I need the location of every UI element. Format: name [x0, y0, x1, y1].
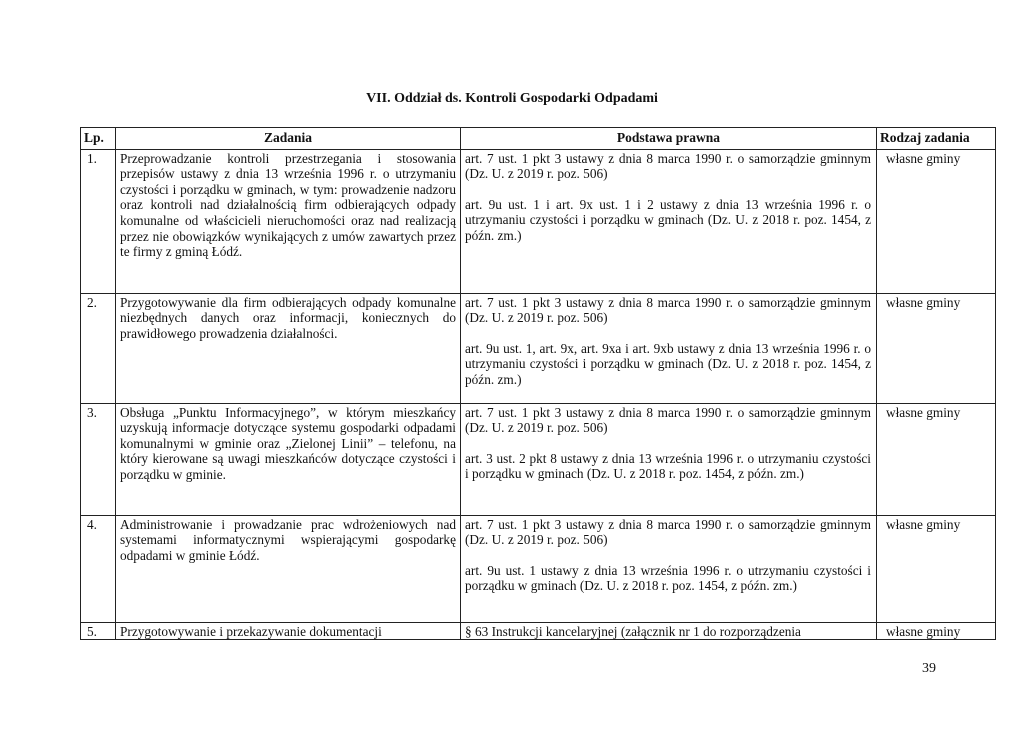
legal-basis [461, 515, 877, 622]
legal-basis-paragraph: art. 3 ust. 2 pkt 8 ustawy z dnia 13 września 1996 r. o utrzymaniu czystości i porządku w gminach (Dz. U. z 2018 r. poz. 1454, z późn. zm.) [465, 450, 871, 482]
task-kind: własne gminy [877, 622, 996, 640]
legal-basis-paragraph: art. 9u ust. 1 i art. 9x ust. 1 i 2 ustawy z dnia 13 września 1996 r. o utrzymaniu czystości i porządku w gminach (Dz. U. z 2018 r. poz. 1454, z późn. zm.) [465, 196, 871, 243]
header-task-kind: Rodzaj zadania [877, 128, 996, 150]
task-kind: własne gminy [877, 515, 996, 622]
tasks-table [80, 127, 996, 640]
table-row [81, 515, 996, 622]
task-description: Obsługa „Punktu Informacyjnego”, w którym mieszkańcy uzyskują informacje dotyczące systemu gospodarki odpadami komunalnymi w gminie oraz „Zielonej Linii” – telefonu, na który kierowane są uwagi mieszkańców dotyczące czystości i porządku w gminie. [116, 403, 461, 515]
legal-basis [461, 293, 877, 403]
legal-basis-paragraph: art. 7 ust. 1 pkt 3 ustawy z dnia 8 marca 1990 r. o samorządzie gminnym (Dz. U. z 2019 r. poz. 506) [465, 150, 871, 182]
header-lp: Lp. [81, 128, 116, 150]
task-description: Przeprowadzanie kontroli przestrzegania i stosowania przepisów ustawy z dnia 13 września 1996 r. o utrzymaniu czystości i porządku w gminach, w tym: prowadzenie nadzoru oraz kontroli nad działalnością firm odbierających odpady komunalne od właścicieli nieruchomości oraz nad realizacją przez nie obowiązków wynikających z umów zawartych przez te firmy z gminą Łódź. [116, 149, 461, 293]
row-number: 4. [81, 515, 116, 622]
legal-basis-paragraph: § 63 Instrukcji kancelaryjnej (załącznik nr 1 do rozporządzenia [465, 623, 801, 639]
table-row [81, 149, 996, 293]
legal-basis-paragraph: art. 9u ust. 1 ustawy z dnia 13 września 1996 r. o utrzymaniu czystości i porządku w gminach (Dz. U. z 2018 r. poz. 1454, z późn. zm.) [465, 562, 871, 594]
legal-basis [461, 149, 877, 293]
legal-basis [461, 403, 877, 515]
task-description: Przygotowywanie dla firm odbierających odpady komunalne niezbędnych danych oraz informacji, koniecznych do prawidłowego prowadzenia działalności. [116, 293, 461, 403]
header-legal-basis: Podstawa prawna [461, 128, 877, 150]
task-description: Administrowanie i prowadzanie prac wdrożeniowych nad systemami informatycznymi wspierającymi gospodarkę odpadami w gminie Łódź. [116, 515, 461, 622]
page-number: 39 [922, 661, 936, 676]
row-number: 5. [81, 622, 116, 640]
legal-basis-paragraph: art. 9u ust. 1, art. 9x, art. 9xa i art. 9xb ustawy z dnia 13 września 1996 r. o utrzymaniu czystości i porządku w gminach (Dz. U. z 2018 r. poz. 1454, z późn. zm.) [465, 340, 871, 387]
table-header-row [81, 128, 996, 150]
legal-basis-paragraph: art. 7 ust. 1 pkt 3 ustawy z dnia 8 marca 1990 r. o samorządzie gminnym (Dz. U. z 2019 r. poz. 506) [465, 516, 871, 548]
table-row [81, 403, 996, 515]
legal-basis-paragraph: art. 7 ust. 1 pkt 3 ustawy z dnia 8 marca 1990 r. o samorządzie gminnym (Dz. U. z 2019 r. poz. 506) [465, 294, 871, 326]
task-kind: własne gminy [877, 293, 996, 403]
row-number: 1. [81, 149, 116, 293]
row-number: 2. [81, 293, 116, 403]
task-description: Przygotowywanie i przekazywanie dokumentacji [116, 622, 461, 640]
section-title: VII. Oddział ds. Kontroli Gospodarki Odpadami [366, 91, 658, 106]
legal-basis [461, 622, 877, 640]
legal-basis-paragraph: art. 7 ust. 1 pkt 3 ustawy z dnia 8 marca 1990 r. o samorządzie gminnym (Dz. U. z 2019 r. poz. 506) [465, 404, 871, 436]
table-row [81, 622, 996, 640]
row-number: 3. [81, 403, 116, 515]
task-kind: własne gminy [877, 149, 996, 293]
table-row [81, 293, 996, 403]
task-kind: własne gminy [877, 403, 996, 515]
header-tasks: Zadania [116, 128, 461, 150]
